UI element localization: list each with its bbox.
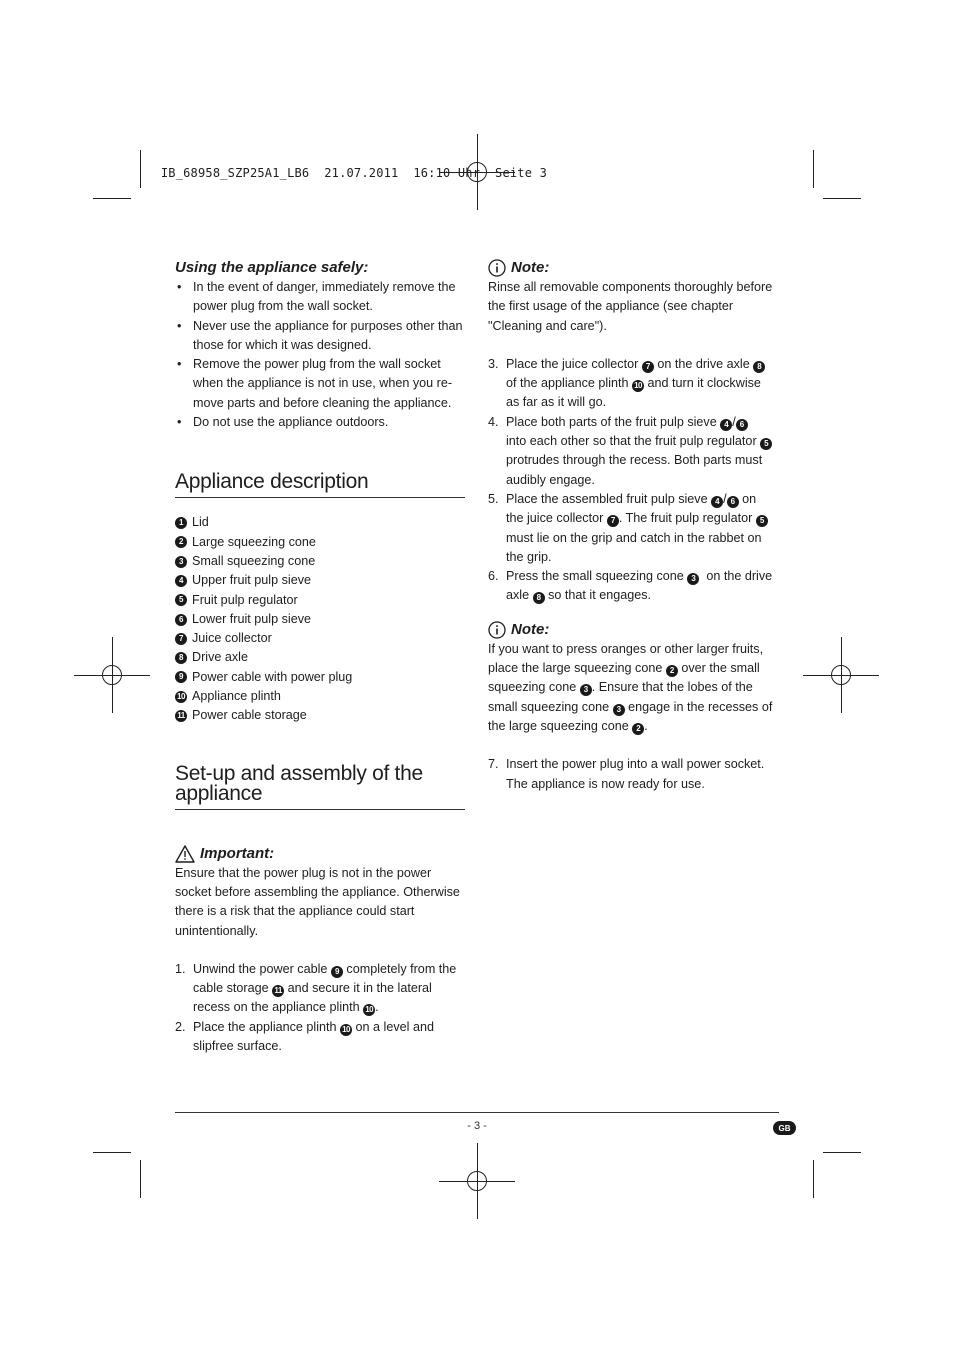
list-item: 9 Power cable with power plug	[175, 668, 467, 687]
number-badge: 2	[175, 536, 187, 548]
number-badge: 9	[331, 966, 343, 978]
page-number: - 3 -	[467, 1120, 487, 1132]
list-item: 7 Juice collector	[175, 629, 467, 648]
number-badge: 2	[632, 723, 644, 735]
section-heading-description: Appliance description	[175, 470, 369, 494]
slug-date: 21.07.2011	[324, 166, 399, 180]
parts-list	[175, 513, 467, 725]
list-item: 5 Fruit pulp regulator	[175, 591, 467, 610]
number-badge: 6	[736, 419, 748, 431]
warning-icon	[175, 845, 195, 863]
important-heading: Important:	[175, 844, 467, 864]
number-badge: 4	[175, 575, 187, 587]
list-item: 1 Lid	[175, 513, 467, 532]
number-badge: 7	[175, 633, 187, 645]
step-5: 5. Place the assembled fruit pulp sieve 4 / 6 on the juice collector 7 . The fruit pulp regulator 5 must lie on the grip and catch in the rabbet on the grip.	[488, 490, 780, 567]
number-badge: 3	[613, 704, 625, 716]
crop-mark	[93, 1152, 131, 1153]
number-badge: 7	[642, 361, 654, 373]
number-badge: 10	[632, 380, 644, 392]
section-heading-setup: Set-up and assembly of the appliance	[175, 761, 423, 805]
left-column	[175, 258, 467, 1056]
number-badge: 7	[607, 515, 619, 527]
number-badge: 11	[175, 710, 187, 722]
number-badge: 6	[727, 496, 739, 508]
list-item: 11 Power cable storage	[175, 706, 467, 725]
registration-mark-right	[803, 637, 879, 713]
step-2: 2. Place the appliance plinth 10 on a level and slipfree surface.	[175, 1019, 434, 1054]
crop-mark	[140, 150, 141, 188]
crop-mark	[813, 1160, 814, 1198]
safety-heading: Using the appliance safely:	[175, 259, 369, 276]
number-badge: 9	[175, 671, 187, 683]
list-item: 2 Large squeezing cone	[175, 533, 467, 552]
info-icon	[488, 621, 506, 639]
note-text: Rinse all removable components thoroughly before the first usage of the appliance (see chapter "Cleaning and care").	[488, 280, 773, 333]
number-badge: 3	[687, 573, 699, 585]
number-badge: 11	[272, 985, 284, 997]
list-item: 3 Small squeezing cone	[175, 552, 467, 571]
crop-mark	[140, 1160, 141, 1198]
number-badge: 8	[753, 361, 765, 373]
step-4: 4. Place both parts of the fruit pulp sieve 4 / 6 into each other so that the fruit pulp regulator 5 protrudes through the recess. Both parts must audibly engage.	[488, 413, 780, 490]
number-badge: 6	[175, 614, 187, 626]
slug-page: Seite 3	[495, 166, 547, 180]
slug-time: 16:10 Uhr	[413, 166, 481, 180]
number-badge: 8	[175, 652, 187, 664]
footer-rule	[175, 1112, 779, 1113]
note-heading: Note:	[488, 258, 780, 278]
step-3: 3. Place the juice collector 7 on the drive axle 8 of the appliance plinth 10 and turn it clockwise as far as it will go.	[488, 355, 780, 413]
number-badge: 8	[533, 592, 545, 604]
number-badge: 10	[363, 1004, 375, 1016]
safety-list	[175, 278, 467, 432]
number-badge: 5	[175, 594, 187, 606]
number-badge: 3	[175, 556, 187, 568]
list-item: • Remove the power plug from the wall socket when the appliance is not in use, when you re- move parts and before cleaning the appliance.	[175, 355, 467, 413]
registration-mark-bottom	[439, 1143, 515, 1219]
list-item: 6 Lower fruit pulp sieve	[175, 610, 467, 629]
language-badge: GB	[773, 1121, 796, 1135]
number-badge: 1	[175, 517, 187, 529]
note-text: If you want to press oranges or other larger fruits, place the large squeezing cone 2 over the small squeezing cone 3 . Ensure that the lobes of the small squeezing cone 3 engage in the recesses of the large squeezing cone 2 .	[488, 641, 773, 733]
number-badge: 10	[175, 691, 187, 703]
crop-mark	[823, 198, 861, 199]
step-7: 7. Insert the power plug into a wall power socket. The appliance is now ready for use.	[488, 757, 765, 791]
number-badge: 3	[580, 684, 592, 696]
number-badge: 5	[756, 515, 768, 527]
list-item: • In the event of danger, immediately remove the power plug from the wall socket.	[175, 278, 467, 317]
crop-mark	[813, 150, 814, 188]
number-badge: 10	[340, 1024, 352, 1036]
crop-mark	[823, 1152, 861, 1153]
number-badge: 4	[720, 419, 732, 431]
slug-filename: IB_68958_SZP25A1_LB6	[160, 166, 310, 180]
list-item: 4 Upper fruit pulp sieve	[175, 571, 467, 590]
important-text: Ensure that the power plug is not in the power socket before assembling the appliance. Otherwise there is a risk that the appliance could start unintentionally.	[175, 865, 460, 938]
note-heading: Note:	[488, 620, 780, 640]
right-column	[488, 258, 780, 794]
number-badge: 4	[711, 496, 723, 508]
crop-mark	[93, 198, 131, 199]
number-badge: 2	[666, 665, 678, 677]
list-item: • Do not use the appliance outdoors.	[175, 413, 467, 432]
registration-mark-left	[74, 637, 150, 713]
print-slug	[146, 152, 547, 180]
step-1: 1. Unwind the power cable 9 completely from the cable storage 11 and secure it in the lateral recess on the appliance plinth 10 .	[175, 961, 457, 1015]
number-badge: 5	[760, 438, 772, 450]
list-item: 10 Appliance plinth	[175, 687, 467, 706]
list-item: 8 Drive axle	[175, 648, 467, 667]
list-item: • Never use the appliance for purposes other than those for which it was designed.	[175, 317, 467, 356]
step-6: 6. Press the small squeezing cone 3 on the drive axle 8 so that it engages.	[488, 569, 773, 603]
info-icon	[488, 259, 506, 277]
